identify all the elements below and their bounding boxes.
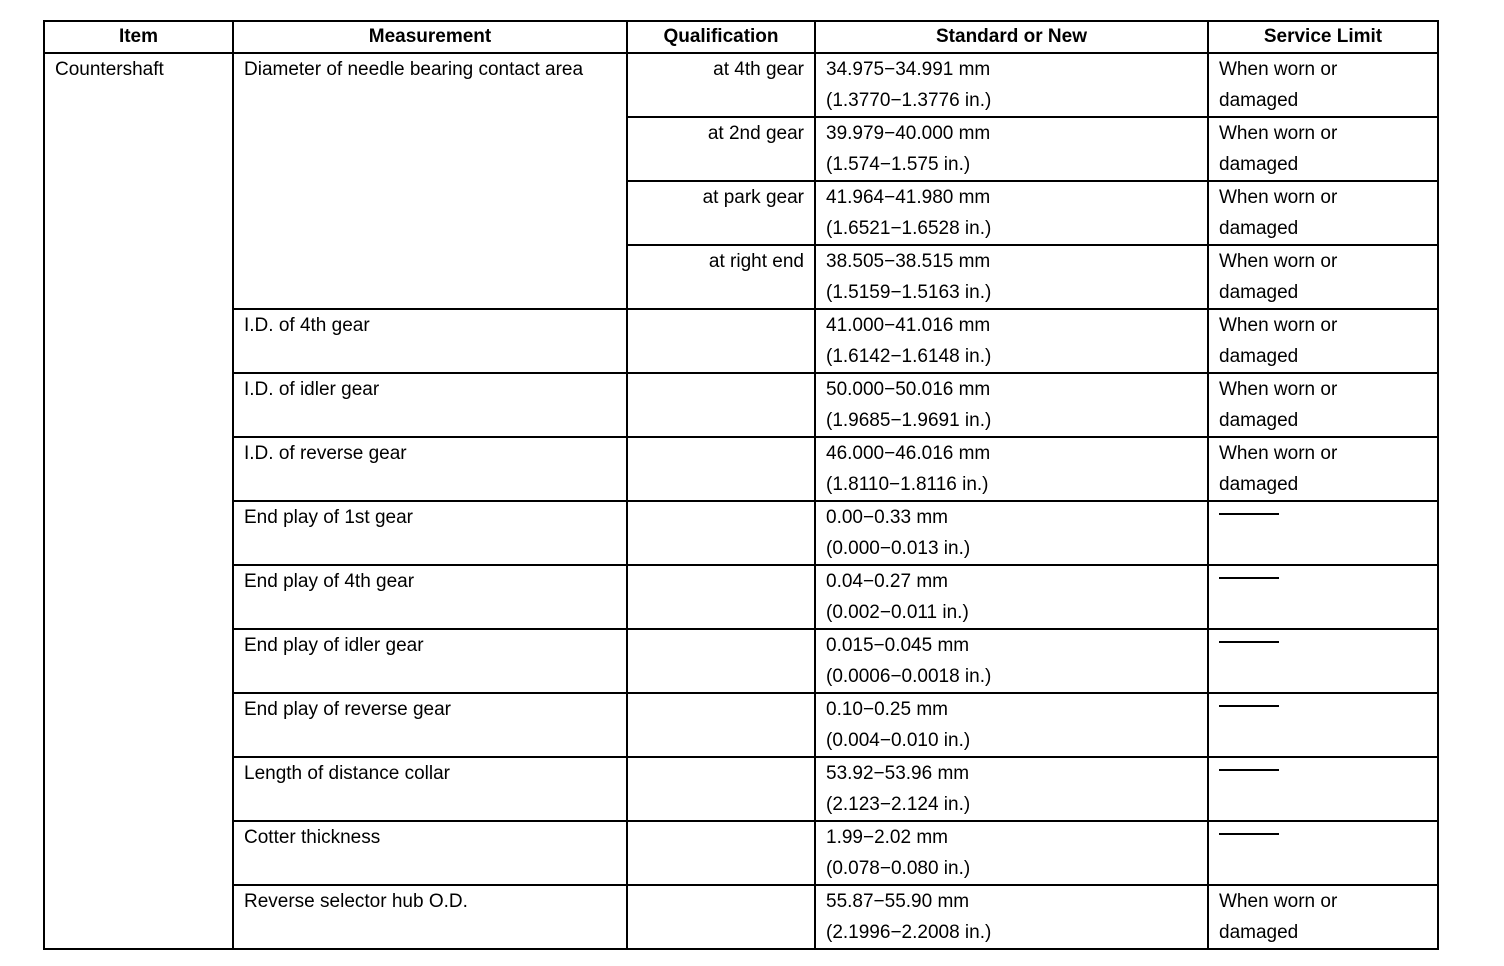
no-limit-dash xyxy=(1219,705,1279,707)
standard-in: (1.9685−1.9691 in.) xyxy=(826,410,992,431)
qualification-cell xyxy=(627,309,815,373)
service-limit-cell xyxy=(1208,181,1438,245)
table-row xyxy=(44,821,1438,885)
measurement-cell: End play of idler gear xyxy=(233,629,627,693)
standard-mm: 38.505−38.515 mm xyxy=(826,251,991,272)
standard-cell xyxy=(815,885,1208,949)
limit-line-1: When worn or xyxy=(1219,123,1338,144)
no-limit-dash xyxy=(1219,833,1279,835)
limit-line-1: When worn or xyxy=(1219,59,1338,80)
service-limit-cell xyxy=(1208,309,1438,373)
limit-line-2: damaged xyxy=(1219,154,1299,175)
table-row xyxy=(44,629,1438,693)
standard-cell xyxy=(815,53,1208,117)
service-limit-cell xyxy=(1208,245,1438,309)
table-row xyxy=(44,693,1438,757)
header-measurement: Measurement xyxy=(233,21,627,53)
measurement-cell: Diameter of needle bearing contact area xyxy=(233,53,627,309)
qualification-cell: at right end xyxy=(627,245,815,309)
standard-cell xyxy=(815,629,1208,693)
service-limit-cell xyxy=(1208,437,1438,501)
measurement-cell: End play of reverse gear xyxy=(233,693,627,757)
standard-in: (2.1996−2.2008 in.) xyxy=(826,922,992,943)
qualification-cell xyxy=(627,885,815,949)
standard-in: (1.8110−1.8116 in.) xyxy=(826,474,989,495)
qualification-cell xyxy=(627,757,815,821)
measurement-cell: End play of 4th gear xyxy=(233,565,627,629)
standard-cell xyxy=(815,309,1208,373)
item-cell: Countershaft xyxy=(44,53,233,949)
header-standard: Standard or New xyxy=(815,21,1208,53)
standard-cell xyxy=(815,117,1208,181)
qualification-cell xyxy=(627,629,815,693)
qualification-cell xyxy=(627,821,815,885)
standard-mm: 41.000−41.016 mm xyxy=(826,315,991,336)
measurement-cell: I.D. of 4th gear xyxy=(233,309,627,373)
standard-mm: 34.975−34.991 mm xyxy=(826,59,991,80)
header-service-limit: Service Limit xyxy=(1208,21,1438,53)
service-limit-cell xyxy=(1208,757,1438,821)
limit-line-2: damaged xyxy=(1219,282,1299,303)
qualification-cell xyxy=(627,437,815,501)
table-row xyxy=(44,757,1438,821)
service-limit-cell xyxy=(1208,565,1438,629)
standard-mm: 41.964−41.980 mm xyxy=(826,187,991,208)
standard-mm: 0.10−0.25 mm xyxy=(826,699,948,720)
standard-in: (0.078−0.080 in.) xyxy=(826,858,971,879)
standard-cell xyxy=(815,437,1208,501)
table-row xyxy=(44,885,1438,949)
table-row xyxy=(44,501,1438,565)
qualification-cell: at 4th gear xyxy=(627,53,815,117)
standard-in: (1.3770−1.3776 in.) xyxy=(826,90,992,111)
spec-table xyxy=(43,20,1439,950)
standard-in: (2.123−2.124 in.) xyxy=(826,794,971,815)
limit-line-2: damaged xyxy=(1219,90,1299,111)
measurement-cell: Length of distance collar xyxy=(233,757,627,821)
no-limit-dash xyxy=(1219,769,1279,771)
standard-in: (0.0006−0.0018 in.) xyxy=(826,666,992,687)
limit-line-1: When worn or xyxy=(1219,443,1338,464)
header-item: Item xyxy=(44,21,233,53)
standard-cell xyxy=(815,181,1208,245)
table-row xyxy=(44,309,1438,373)
standard-mm: 1.99−2.02 mm xyxy=(826,827,948,848)
standard-in: (1.5159−1.5163 in.) xyxy=(826,282,992,303)
standard-in: (0.000−0.013 in.) xyxy=(826,538,971,559)
limit-line-1: When worn or xyxy=(1219,379,1338,400)
standard-cell xyxy=(815,565,1208,629)
table-row xyxy=(44,373,1438,437)
standard-in: (1.6142−1.6148 in.) xyxy=(826,346,992,367)
header-row xyxy=(44,21,1438,53)
standard-mm: 39.979−40.000 mm xyxy=(826,123,991,144)
service-limit-cell xyxy=(1208,885,1438,949)
table-row xyxy=(44,565,1438,629)
standard-cell xyxy=(815,821,1208,885)
standard-mm: 0.00−0.33 mm xyxy=(826,507,948,528)
service-limit-cell xyxy=(1208,501,1438,565)
standard-mm: 53.92−53.96 mm xyxy=(826,763,970,784)
qualification-cell: at 2nd gear xyxy=(627,117,815,181)
table-row xyxy=(44,437,1438,501)
standard-in: (0.004−0.010 in.) xyxy=(826,730,971,751)
limit-line-1: When worn or xyxy=(1219,891,1338,912)
measurement-cell: I.D. of reverse gear xyxy=(233,437,627,501)
header-qualification: Qualification xyxy=(627,21,815,53)
no-limit-dash xyxy=(1219,641,1279,643)
standard-mm: 0.015−0.045 mm xyxy=(826,635,970,656)
standard-mm: 50.000−50.016 mm xyxy=(826,379,991,400)
service-limit-cell xyxy=(1208,629,1438,693)
qualification-cell xyxy=(627,693,815,757)
standard-cell xyxy=(815,245,1208,309)
qualification-cell xyxy=(627,565,815,629)
limit-line-2: damaged xyxy=(1219,474,1299,495)
service-limit-cell xyxy=(1208,53,1438,117)
standard-cell xyxy=(815,693,1208,757)
table-row xyxy=(44,53,1438,117)
limit-line-1: When worn or xyxy=(1219,251,1338,272)
service-limit-cell xyxy=(1208,821,1438,885)
limit-line-2: damaged xyxy=(1219,346,1299,367)
standard-cell xyxy=(815,501,1208,565)
no-limit-dash xyxy=(1219,513,1279,515)
measurement-cell: End play of 1st gear xyxy=(233,501,627,565)
standard-cell xyxy=(815,757,1208,821)
no-limit-dash xyxy=(1219,577,1279,579)
measurement-cell: I.D. of idler gear xyxy=(233,373,627,437)
qualification-cell: at park gear xyxy=(627,181,815,245)
service-limit-cell xyxy=(1208,693,1438,757)
standard-mm: 46.000−46.016 mm xyxy=(826,443,991,464)
standard-in: (1.574−1.575 in.) xyxy=(826,154,971,175)
service-limit-cell xyxy=(1208,373,1438,437)
qualification-cell xyxy=(627,373,815,437)
limit-line-2: damaged xyxy=(1219,922,1299,943)
standard-in: (0.002−0.011 in.) xyxy=(826,602,969,623)
service-limit-cell xyxy=(1208,117,1438,181)
limit-line-2: damaged xyxy=(1219,218,1299,239)
standard-mm: 55.87−55.90 mm xyxy=(826,891,970,912)
qualification-cell xyxy=(627,501,815,565)
limit-line-2: damaged xyxy=(1219,410,1299,431)
limit-line-1: When worn or xyxy=(1219,315,1338,336)
measurement-cell: Reverse selector hub O.D. xyxy=(233,885,627,949)
measurement-cell: Cotter thickness xyxy=(233,821,627,885)
standard-mm: 0.04−0.27 mm xyxy=(826,571,948,592)
limit-line-1: When worn or xyxy=(1219,187,1338,208)
standard-in: (1.6521−1.6528 in.) xyxy=(826,218,992,239)
standard-cell xyxy=(815,373,1208,437)
